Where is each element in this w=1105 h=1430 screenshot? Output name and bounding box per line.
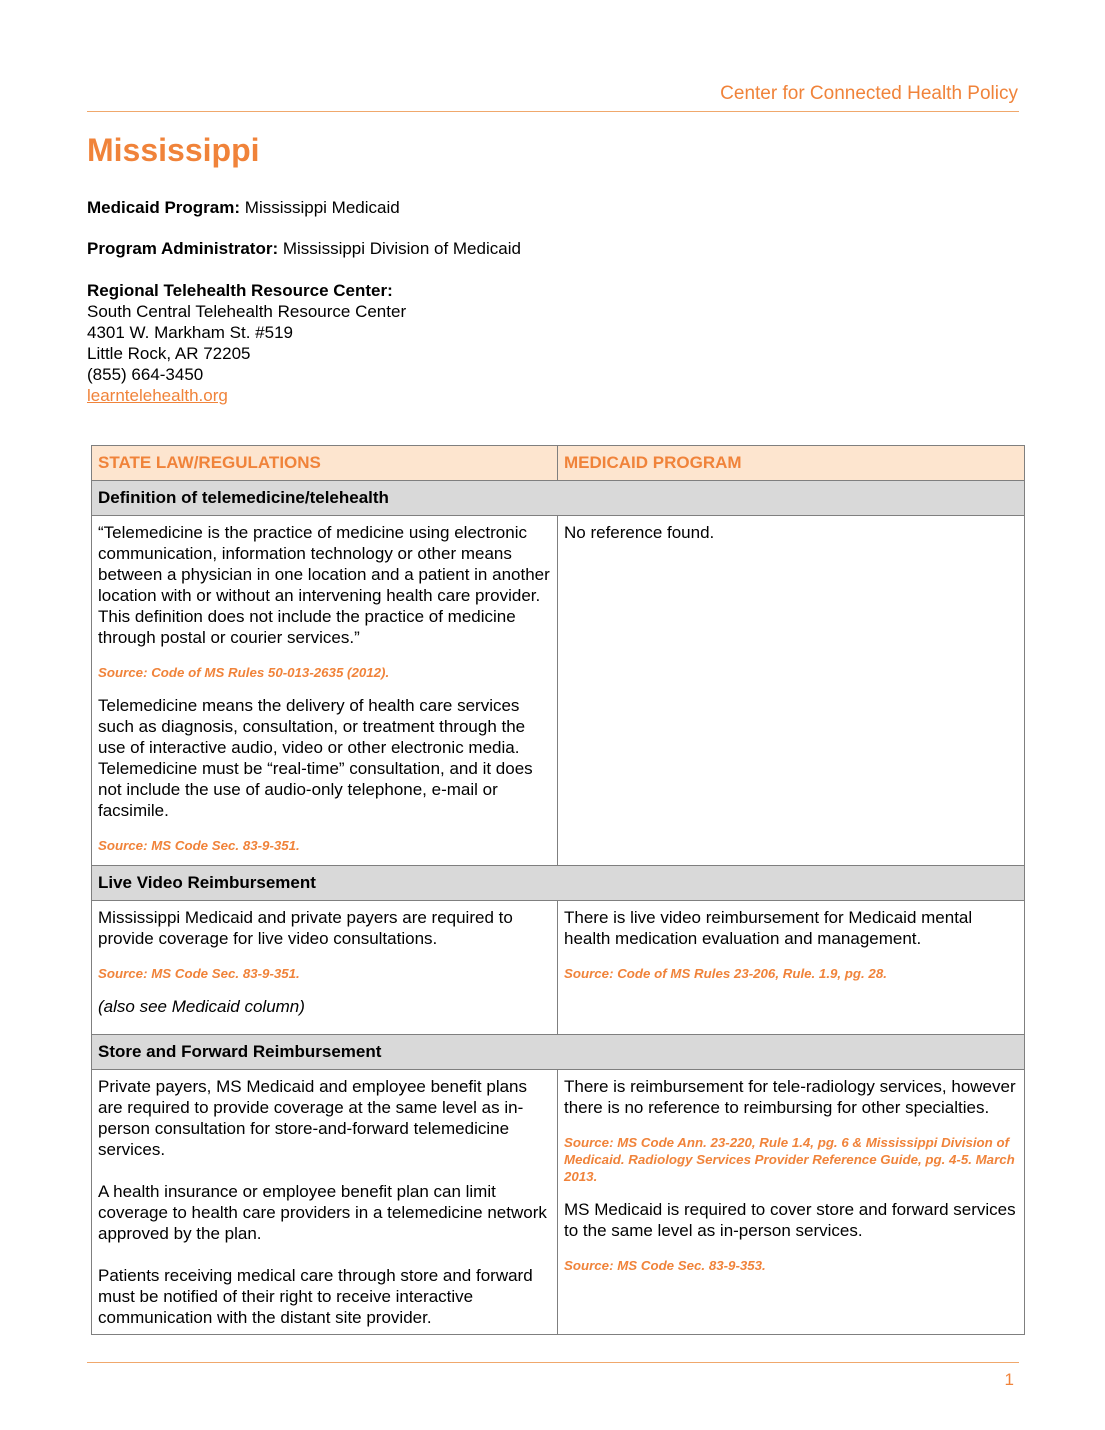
body-text: (also see Medicaid column): [98, 997, 305, 1016]
body-text: Private payers, MS Medicaid and employee benefit plans are required to provide coverage at the same level as in-person consultation for store-and-forward telemedicine services.: [98, 1077, 528, 1159]
section-title: Definition of telemedicine/telehealth: [92, 481, 1025, 516]
body-text: There is live video reimbursement for Medicaid mental health medication evaluation and management.: [564, 908, 973, 948]
source-citation: Source: MS Code Sec. 83-9-351.: [98, 966, 300, 981]
header-organization: Center for Connected Health Policy: [720, 83, 1018, 104]
page-number: 1: [1004, 1370, 1014, 1389]
column-header-state-law: STATE LAW/REGULATIONS: [92, 446, 558, 481]
medicaid-program-value: Mississippi Medicaid: [244, 198, 400, 217]
footer-divider: [87, 1362, 1019, 1363]
page-title: Mississippi: [87, 132, 260, 168]
medicaid-cell: [558, 516, 1025, 866]
body-text: MS Medicaid is required to cover store and forward services to the same level as in-person services.: [564, 1200, 1016, 1240]
source-citation: Source: MS Code Sec. 83-9-353.: [564, 1258, 766, 1273]
telehealth-policy-table: [91, 445, 1025, 1335]
medicaid-cell: [558, 1070, 1025, 1335]
resource-center-address2: Little Rock, AR 72205: [87, 344, 251, 363]
body-text: No reference found.: [564, 523, 715, 542]
program-admin-value: Mississippi Division of Medicaid: [282, 239, 521, 258]
program-admin-label: Program Administrator:: [87, 239, 279, 258]
body-text: A health insurance or employee benefit plan can limit coverage to health care providers in a telemedicine network approved by the plan.: [98, 1182, 547, 1243]
table-row: [92, 516, 1025, 866]
table-header-row: [92, 446, 1025, 481]
resource-center-label: Regional Telehealth Resource Center:: [87, 281, 393, 300]
section-title: Store and Forward Reimbursement: [92, 1035, 1025, 1070]
medicaid-program-line: [87, 197, 400, 218]
resource-center-phone: (855) 664-3450: [87, 365, 204, 384]
section-row-definition: [92, 481, 1025, 516]
resource-center-name: South Central Telehealth Resource Center: [87, 302, 407, 321]
state-law-cell: [92, 516, 558, 866]
medicaid-program-label: Medicaid Program:: [87, 198, 241, 217]
resource-center-address1: 4301 W. Markham St. #519: [87, 323, 293, 342]
section-row-live-video: [92, 866, 1025, 901]
resource-center-link[interactable]: learntelehealth.org: [87, 386, 228, 405]
source-citation: Source: MS Code Ann. 23-220, Rule 1.4, pg. 6 & Mississippi Division of Medicaid. Radiology Services Provider Reference Guide, pg. 4-5. March 2013.: [564, 1135, 1015, 1184]
medicaid-cell: [558, 901, 1025, 1035]
section-row-store-forward: [92, 1035, 1025, 1070]
program-admin-line: [87, 238, 521, 259]
body-text: Patients receiving medical care through store and forward must be notified of their right to receive interactive communication with the distant site provider.: [98, 1266, 533, 1327]
body-text: Telemedicine means the delivery of health care services such as diagnosis, consultation, or treatment through the use of interactive audio, video or other electronic media. Telemedicine must be “real-time” consultation, and it does not include the use of audio-only telephone, e-mail or facsimile.: [98, 696, 533, 820]
source-citation: Source: MS Code Sec. 83-9-351.: [98, 838, 300, 853]
state-law-cell: [92, 1070, 558, 1335]
header-divider: [87, 111, 1019, 112]
table-row: [92, 1070, 1025, 1335]
section-title: Live Video Reimbursement: [92, 866, 1025, 901]
table-row: [92, 901, 1025, 1035]
source-citation: Source: Code of MS Rules 23-206, Rule. 1.9, pg. 28.: [564, 966, 887, 981]
body-text: Mississippi Medicaid and private payers are required to provide coverage for live video consultations.: [98, 908, 513, 948]
source-citation: Source: Code of MS Rules 50-013-2635 (2012).: [98, 665, 390, 680]
resource-center-block: [87, 280, 406, 406]
body-text: “Telemedicine is the practice of medicine using electronic communication, information technology or other means between a physician in one location and a patient in another location with or without an intervening health care provider. This definition does not include the practice of medicine through postal or courier services.”: [98, 523, 550, 647]
body-text: There is reimbursement for tele-radiology services, however there is no reference to reimbursing for other specialties.: [564, 1077, 1016, 1117]
state-law-cell: [92, 901, 558, 1035]
column-header-medicaid: MEDICAID PROGRAM: [558, 446, 1025, 481]
